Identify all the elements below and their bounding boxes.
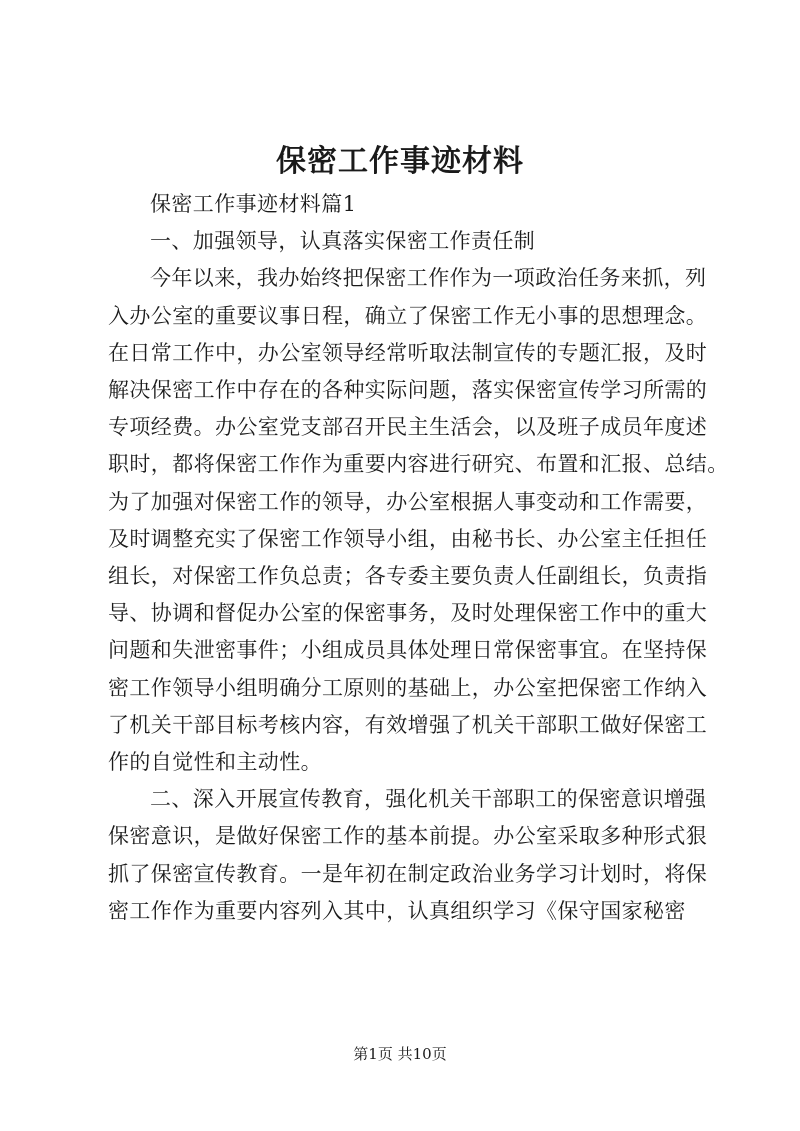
paragraph-line: 抓了保密宣传教育。一是年初在制定政治业务学习计划时，将保 [108, 861, 708, 886]
document-body [108, 186, 729, 930]
paragraph-line: 了机关干部目标考核内容，有效增强了机关干部职工做好保密工 [108, 712, 708, 737]
page-number: 第1页 共10页 [353, 1045, 447, 1063]
paragraph-2 [108, 260, 729, 781]
paragraph-line: 组长，对保密工作负总责；各专委主要负责人任副组长，负责指 [108, 564, 708, 589]
section-heading: 保密工作事迹材料篇1 [150, 192, 357, 216]
paragraph-line: 今年以来，我办始终把保密工作作为一项政治任务来抓，列 [150, 266, 707, 291]
paragraph-line: 导、协调和督促办公室的保密事务，及时处理保密工作中的重大 [108, 601, 708, 626]
paragraph-1 [108, 223, 718, 260]
paragraph-line: 入办公室的重要议事日程，确立了保密工作无小事的思想理念。 [108, 303, 708, 328]
paragraph-line: 专项经费。办公室党支部召开民主生活会，以及班子成员年度述 [108, 415, 708, 440]
paragraph-3 [108, 781, 718, 930]
paragraph-line: 及时调整充实了保密工作领导小组，由秘书长、办公室主任担任 [108, 526, 708, 551]
paragraph-line: 作的自觉性和主动性。 [108, 750, 322, 775]
paragraph-line: 问题和失泄密事件；小组成员具体处理日常保密事宜。在坚持保 [108, 638, 708, 663]
paragraph-line: 职时，都将保密工作作为重要内容进行研究、布置和汇报、总结。 [108, 452, 729, 477]
paragraph-line: 解决保密工作中存在的各种实际问题，落实保密宣传学习所需的 [108, 378, 708, 403]
paragraph-line: 二、深入开展宣传教育，强化机关干部职工的保密意识增强 [150, 787, 707, 812]
paragraph-line: 密工作领导小组明确分工原则的基础上，办公室把保密工作纳入 [108, 675, 708, 700]
paragraph-line: 为了加强对保密工作的领导，办公室根据人事变动和工作需要， [108, 489, 708, 514]
paragraph-line: 一、加强领导，认真落实保密工作责任制 [150, 229, 536, 254]
section-heading-paragraph [108, 186, 718, 223]
document-title: 保密工作事迹材料 [276, 144, 524, 179]
paragraph-line: 密工作作为重要内容列入其中，认真组织学习《保守国家秘密 [108, 898, 686, 923]
paragraph-line: 在日常工作中，办公室领导经常听取法制宣传的专题汇报，及时 [108, 340, 708, 365]
paragraph-line: 保密意识，是做好保密工作的基本前提。办公室采取多种形式狠 [108, 824, 708, 849]
